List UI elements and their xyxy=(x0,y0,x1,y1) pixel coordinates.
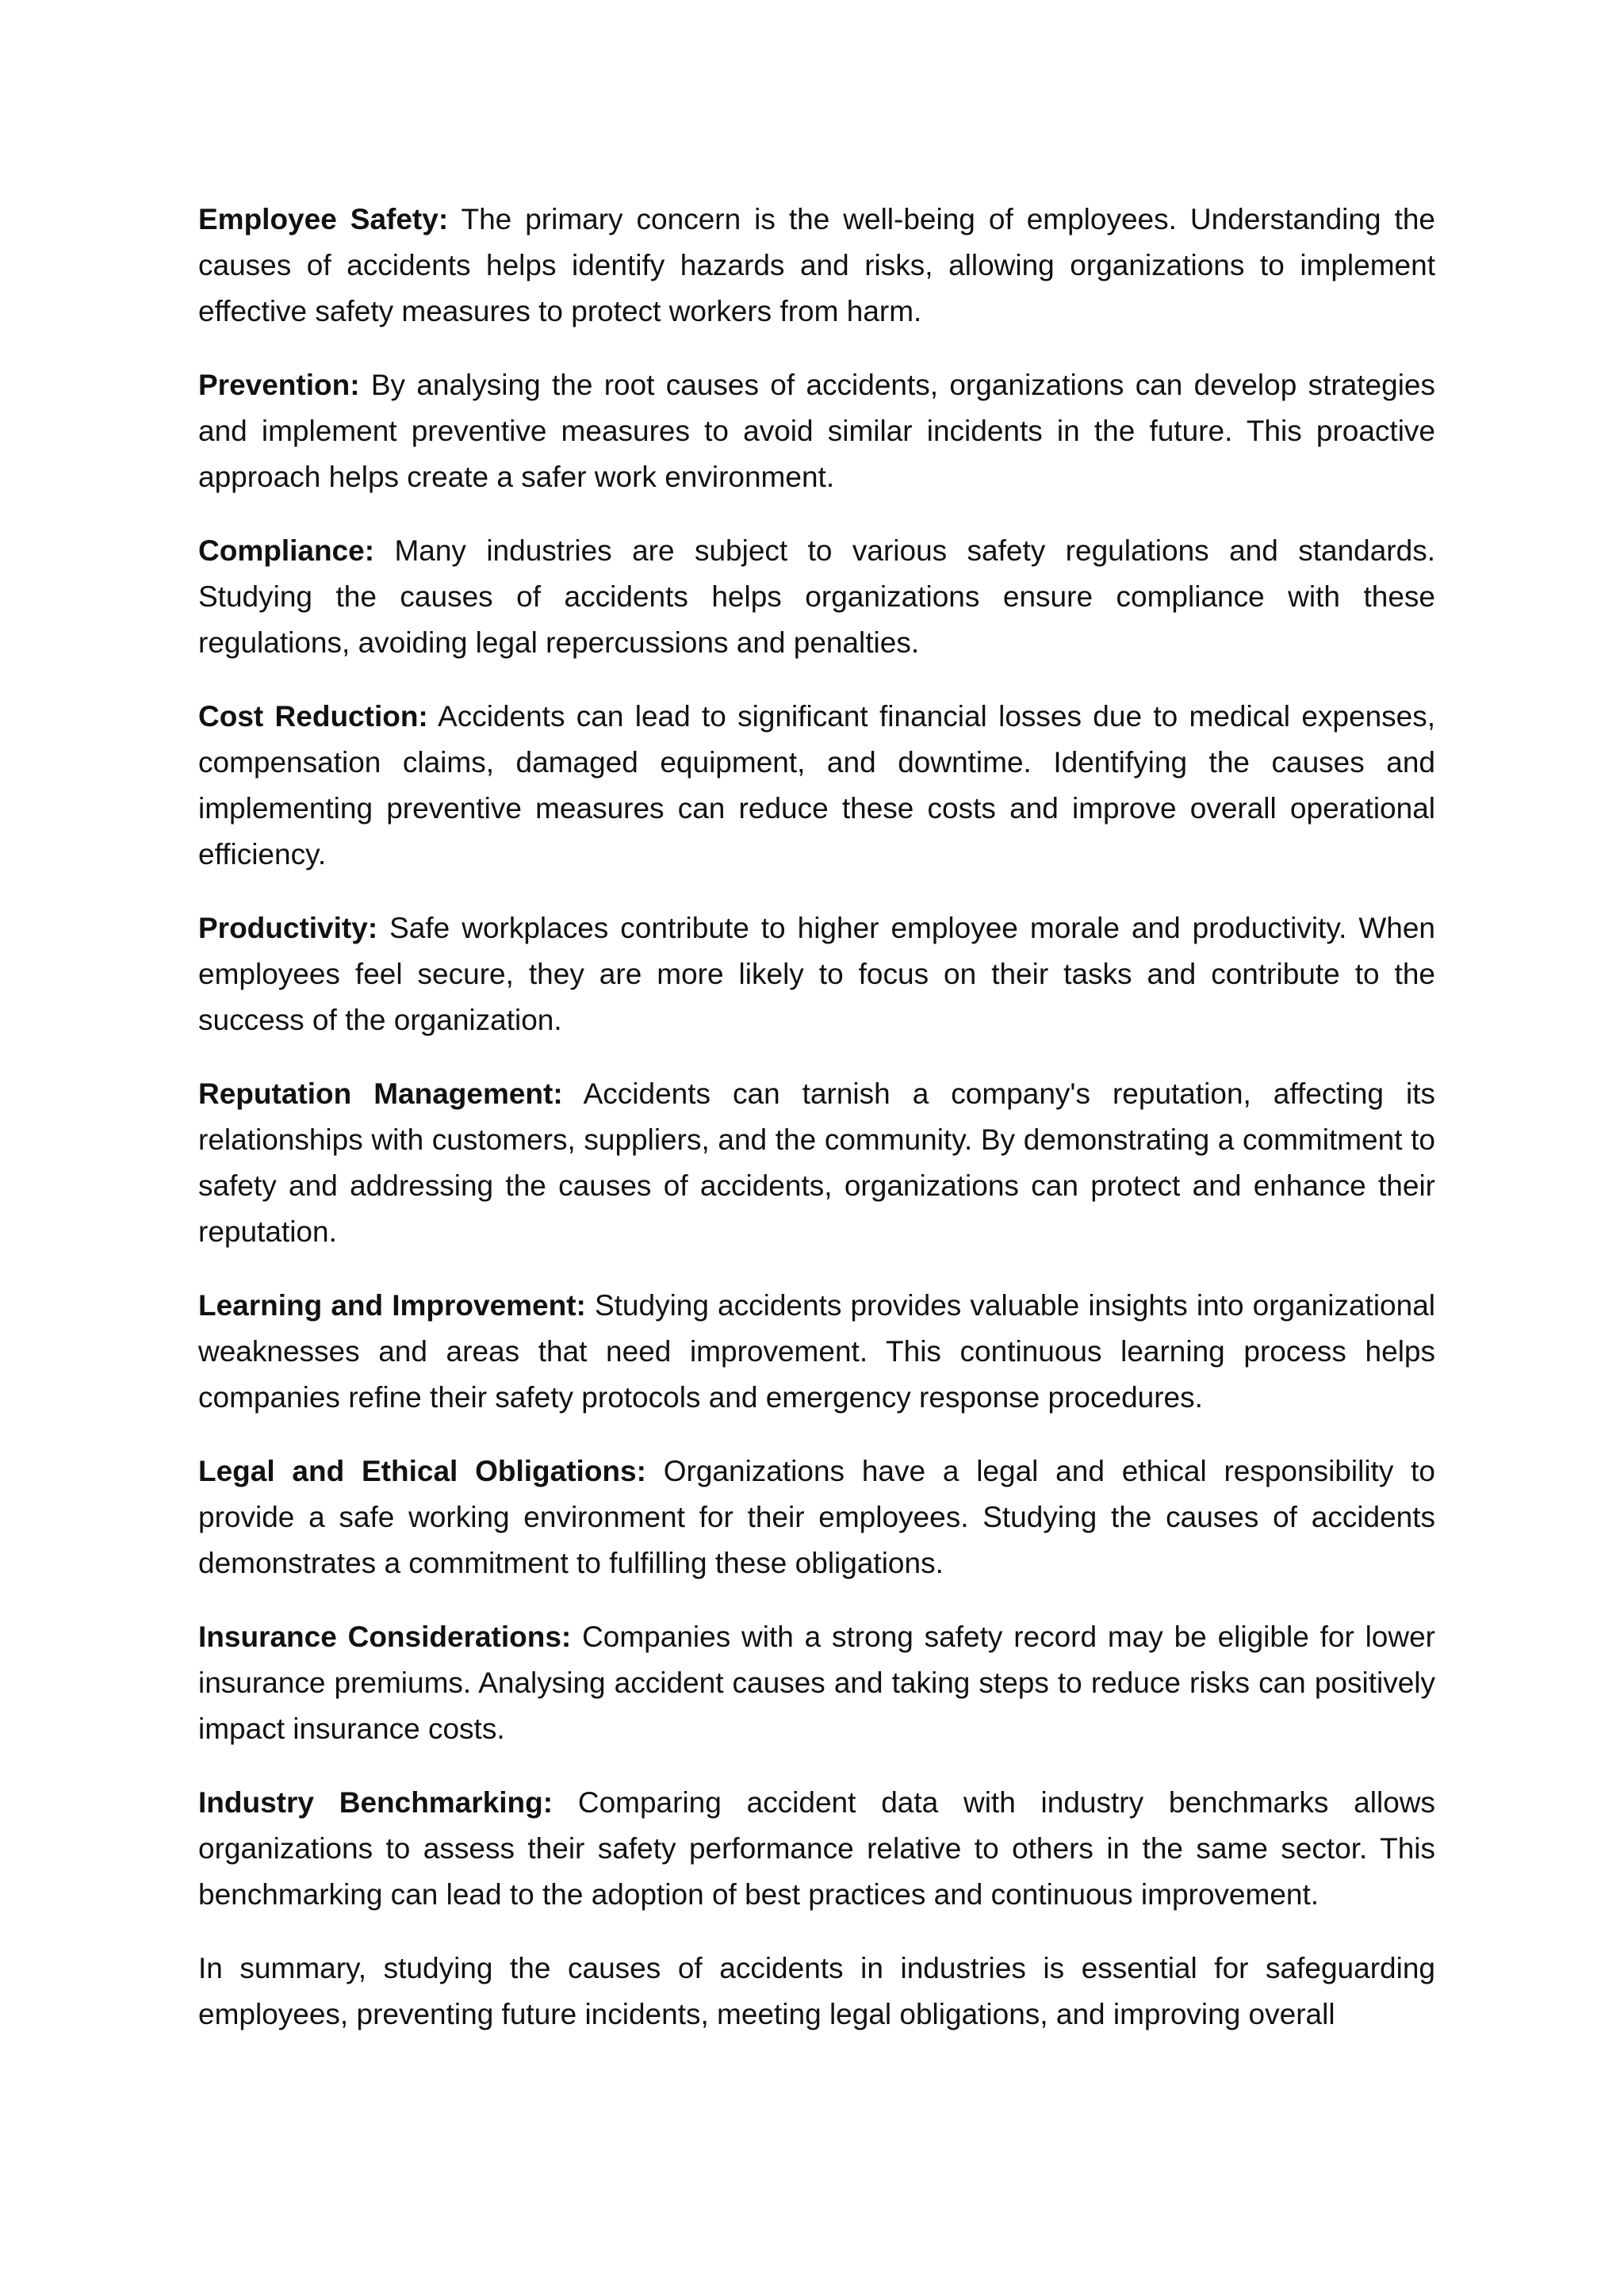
paragraph-term: Compliance: xyxy=(198,534,375,567)
paragraph-term: Employee Safety: xyxy=(198,203,449,235)
paragraph-text: Organizations have a legal and ethical responsibility to provide a safe working environment for their employees. Studying the causes of accidents demonstrates a commitment to fulfilling these obligations. xyxy=(198,1455,1435,1579)
paragraph-summary: In summary, studying the causes of accidents in industries is essential for safeguarding employees, preventing future incidents, meeting legal obligations, and improving overall xyxy=(198,1952,1435,2030)
paragraph-compliance xyxy=(198,528,1435,666)
paragraph-employee-safety xyxy=(198,197,1435,335)
paragraph-reputation-management xyxy=(198,1071,1435,1255)
paragraph-term: Learning and Improvement: xyxy=(198,1289,586,1322)
paragraph-learning-and-improvement xyxy=(198,1283,1435,1421)
paragraph-prevention xyxy=(198,362,1435,500)
paragraph-term: Prevention: xyxy=(198,369,360,401)
paragraph-cost-reduction xyxy=(198,694,1435,878)
paragraph-text: The primary concern is the well-being of employees. Understanding the causes of accidents helps identify hazards and risks, allowing organizations to implement effective safety measures to protect workers from harm. xyxy=(198,203,1435,327)
paragraph-text: Many industries are subject to various safety regulations and standards. Studying the causes of accidents helps organizations ensure compliance with these regulations, avoiding legal repercussions and penalties. xyxy=(198,534,1435,659)
paragraph-text: Safe workplaces contribute to higher employee morale and productivity. When employees feel secure, they are more likely to focus on their tasks and contribute to the success of the organization. xyxy=(198,912,1435,1036)
paragraph-text: Companies with a strong safety record may be eligible for lower insurance premiums. Analysing accident causes and taking steps to reduce risks can positively impact insurance costs. xyxy=(198,1621,1435,1745)
paragraph-text: Studying accidents provides valuable insights into organizational weaknesses and areas that need improvement. This continuous learning process helps companies refine their safety protocols and emergency response procedures. xyxy=(198,1289,1436,1414)
paragraph-text: Comparing accident data with industry benchmarks allows organizations to assess their safety performance relative to others in the same sector. This benchmarking can lead to the adoption of best practices and continuous improvement. xyxy=(198,1786,1436,1911)
paragraph-text: Accidents can lead to significant financial losses due to medical expenses, compensation claims, damaged equipment, and downtime. Identifying the causes and implementing preventive measures can reduce these costs and improve overall operational efficiency. xyxy=(198,700,1436,871)
paragraph-term: Legal and Ethical Obligations: xyxy=(198,1455,646,1487)
paragraph-term: Productivity: xyxy=(198,912,378,944)
paragraph-insurance-considerations xyxy=(198,1614,1435,1752)
paragraph-text: Accidents can tarnish a company's reputation, affecting its relationships with customers, suppliers, and the community. By demonstrating a commitment to safety and addressing the causes of accidents, organizations can protect and enhance their reputation. xyxy=(198,1077,1435,1248)
paragraph-text: By analysing the root causes of accidents, organizations can develop strategies and implement preventive measures to avoid similar incidents in the future. This proactive approach helps create a safer work environment. xyxy=(198,369,1435,493)
paragraph-legal-and-ethical-obligations xyxy=(198,1448,1435,1586)
paragraph-productivity xyxy=(198,905,1435,1043)
paragraph-term: Insurance Considerations: xyxy=(198,1621,572,1653)
paragraph-term: Reputation Management: xyxy=(198,1077,563,1110)
paragraph-term: Industry Benchmarking: xyxy=(198,1786,553,1819)
paragraph-industry-benchmarking xyxy=(198,1780,1435,1918)
paragraph-term: Cost Reduction: xyxy=(198,700,428,733)
document-page xyxy=(198,197,1435,2065)
